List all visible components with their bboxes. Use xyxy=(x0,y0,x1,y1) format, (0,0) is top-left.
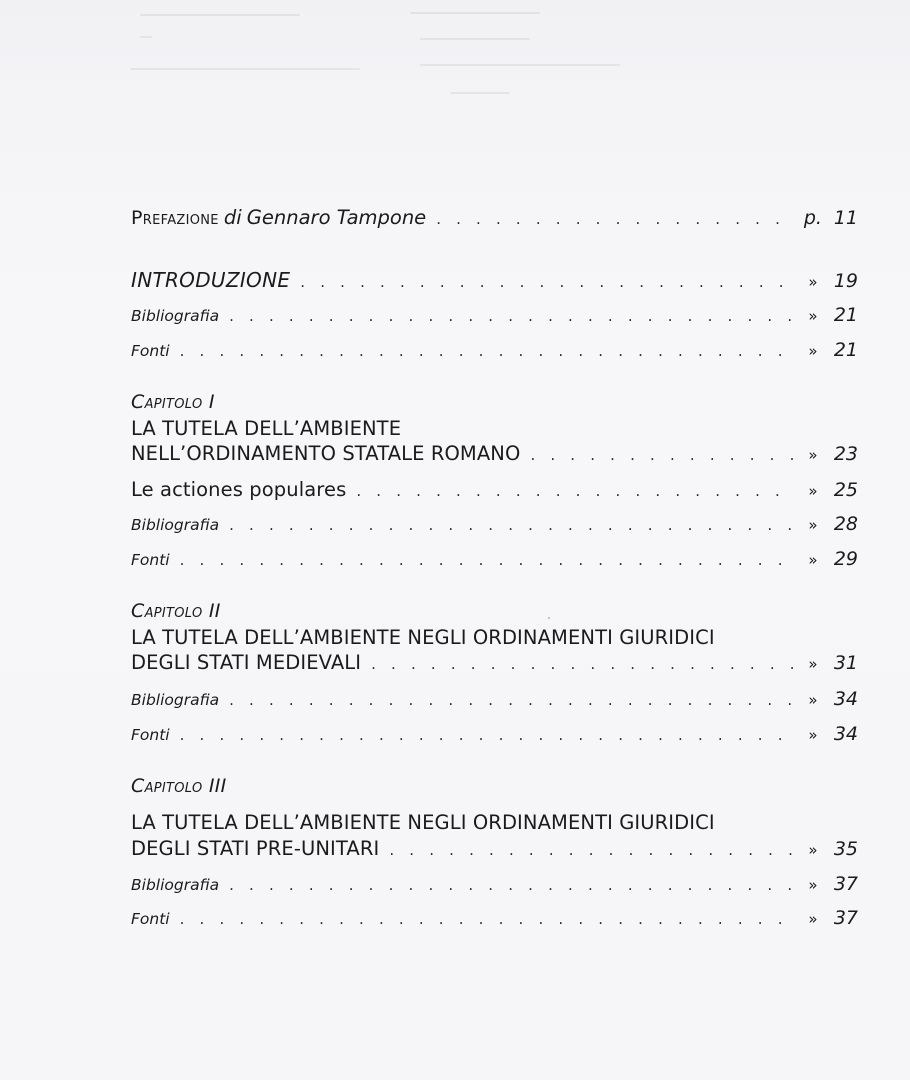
show-through-text xyxy=(120,0,680,110)
chapter-title-line: DEGLI STATI MEDIEVALI xyxy=(131,651,362,674)
page-reference xyxy=(795,479,858,501)
ditto-mark: » xyxy=(808,655,818,673)
dot-leader xyxy=(371,655,795,673)
ditto-mark: » xyxy=(808,273,818,291)
dot-leader xyxy=(229,516,795,534)
toc-entry-chapter-1-bibliografia[interactable] xyxy=(131,513,858,535)
paper-speck xyxy=(548,617,550,619)
entry-label: Bibliografia xyxy=(131,876,220,894)
prefazione-author: Gennaro Tampone xyxy=(246,206,427,229)
dot-leader xyxy=(356,482,795,500)
dot-leader xyxy=(530,446,794,464)
page-reference xyxy=(795,723,858,745)
toc-entry-introduzione-bibliografia[interactable] xyxy=(131,304,858,326)
toc-entry-chapter-2-fonti[interactable] xyxy=(131,723,858,745)
ditto-mark: » xyxy=(808,691,818,709)
chapter-title-line: DEGLI STATI PRE-UNITARI xyxy=(131,837,380,860)
page-number: 35 xyxy=(833,838,858,860)
page-number: 37 xyxy=(833,907,858,929)
page-number: 37 xyxy=(833,873,858,895)
chapter-label: Capitolo I xyxy=(131,391,215,413)
page-reference xyxy=(795,873,858,895)
page-reference xyxy=(795,548,858,570)
chapter-label: Capitolo II xyxy=(131,600,221,622)
chapter-title-line: NELL’ORDINAMENTO STATALE ROMANO xyxy=(131,442,521,465)
page-reference xyxy=(795,207,858,229)
page-number: 19 xyxy=(833,270,858,292)
page-number: 29 xyxy=(833,548,858,570)
ditto-mark: » xyxy=(808,482,818,500)
page-reference xyxy=(795,339,858,361)
page-number: 31 xyxy=(833,652,858,674)
ditto-mark: » xyxy=(808,876,818,894)
dot-leader xyxy=(229,307,795,325)
toc-entry-chapter-1-fonti[interactable] xyxy=(131,548,858,570)
ditto-mark: » xyxy=(808,841,818,859)
toc-entry-introduzione[interactable] xyxy=(131,268,858,292)
toc-entry-chapter-2[interactable] xyxy=(131,651,858,674)
page-number: 11 xyxy=(833,207,858,229)
toc-entry-introduzione-fonti[interactable] xyxy=(131,339,858,361)
dot-leader xyxy=(229,876,795,894)
dot-leader xyxy=(180,910,795,928)
dot-leader xyxy=(180,726,795,744)
toc-entry-chapter-3[interactable] xyxy=(131,837,858,860)
page-reference xyxy=(795,688,858,710)
chapter-title-line: LA TUTELA DELL’AMBIENTE NEGLI ORDINAMENTI GIURIDICI xyxy=(131,811,715,834)
page-reference xyxy=(795,270,858,292)
page-reference xyxy=(795,443,858,465)
ditto-mark: » xyxy=(808,307,818,325)
toc-entry-chapter-3-bibliografia[interactable] xyxy=(131,873,858,895)
page-reference xyxy=(795,907,858,929)
page-number: 21 xyxy=(833,304,858,326)
dot-leader xyxy=(229,691,795,709)
toc-entry-chapter-1[interactable] xyxy=(131,442,858,465)
toc-entry-label xyxy=(131,206,436,229)
entry-label: Fonti xyxy=(131,910,170,928)
dot-leader xyxy=(436,210,795,228)
entry-label: Le actiones populares xyxy=(131,478,347,501)
entry-label: Bibliografia xyxy=(131,516,220,534)
ditto-mark: » xyxy=(808,910,818,928)
page-number: 25 xyxy=(833,479,858,501)
page-reference xyxy=(795,652,858,674)
ditto-mark: » xyxy=(808,516,818,534)
chapter-title-line: LA TUTELA DELL’AMBIENTE NEGLI ORDINAMENTI GIURIDICI xyxy=(131,626,715,649)
page-number: 21 xyxy=(833,339,858,361)
chapter-label: Capitolo III xyxy=(131,775,227,797)
entry-label: Bibliografia xyxy=(131,307,220,325)
dot-leader xyxy=(180,551,795,569)
page-reference xyxy=(795,513,858,535)
ditto-mark: » xyxy=(808,551,818,569)
toc-entry-chapter-2-bibliografia[interactable] xyxy=(131,688,858,710)
page-number: 34 xyxy=(833,688,858,710)
entry-label: Fonti xyxy=(131,551,170,569)
prefazione-label: Prefazione xyxy=(131,207,219,229)
page-number: 28 xyxy=(833,513,858,535)
dot-leader xyxy=(180,342,795,360)
dot-leader xyxy=(300,273,795,291)
toc-entry-prefazione[interactable] xyxy=(131,206,858,229)
ditto-mark: » xyxy=(808,342,818,360)
page-number: 23 xyxy=(833,443,858,465)
toc-entry-chapter-3-fonti[interactable] xyxy=(131,907,858,929)
entry-label: Fonti xyxy=(131,726,170,744)
page-reference xyxy=(795,838,858,860)
entry-label: Fonti xyxy=(131,342,170,360)
ditto-mark: » xyxy=(808,726,818,744)
toc-entry-actiones-populares[interactable] xyxy=(131,478,858,501)
page-number: 34 xyxy=(833,723,858,745)
chapter-title-line: LA TUTELA DELL’AMBIENTE xyxy=(131,417,402,440)
entry-label: Bibliografia xyxy=(131,691,220,709)
introduzione-label: INTRODUZIONE xyxy=(131,268,291,292)
page-abbrev: p. xyxy=(803,207,822,229)
page-reference xyxy=(795,304,858,326)
dot-leader xyxy=(389,841,795,859)
ditto-mark: » xyxy=(808,446,818,464)
prefazione-connector: di xyxy=(223,206,242,229)
